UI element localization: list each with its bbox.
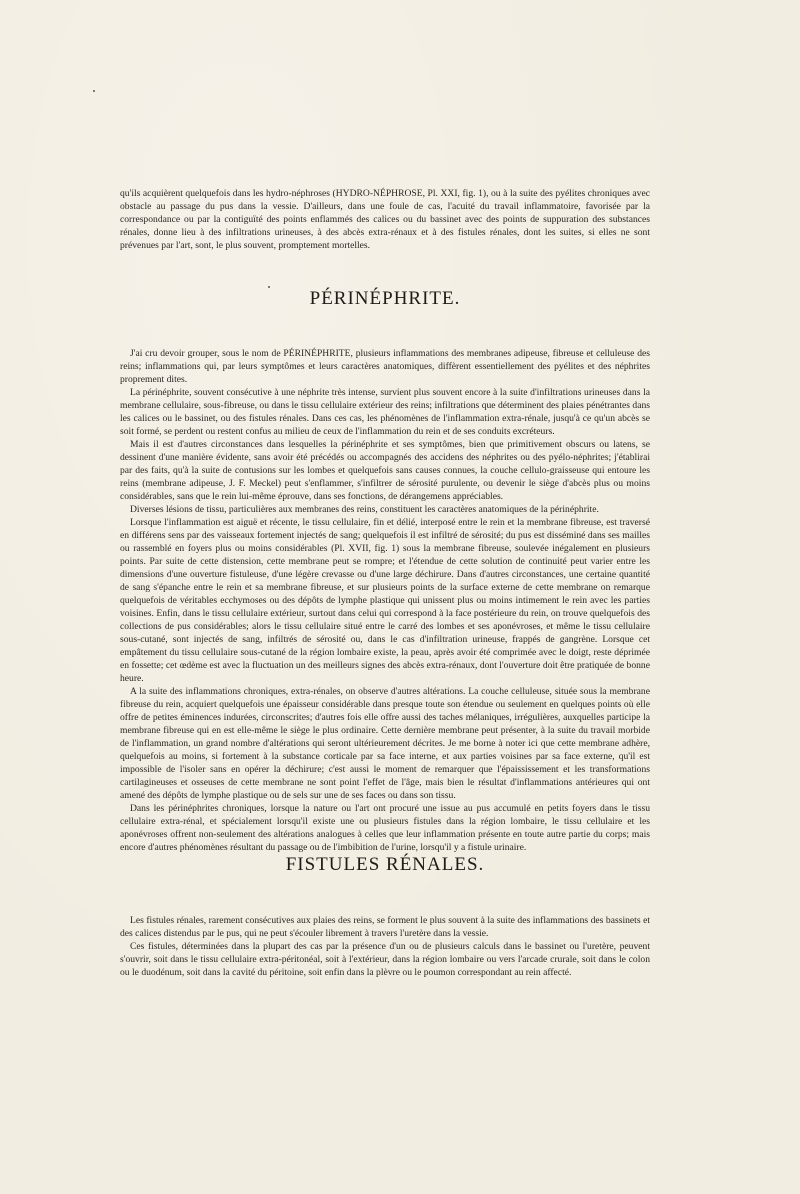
- perinephrite-paragraph: Dans les périnéphrites chroniques, lorsque la nature ou l'art ont procuré une issue au pus accumulé en petits foyers dans le tissu cellulaire extra-rénal, et spécialement lorsqu'il existe une ou plusieurs fistules dans la région lombaire, le tissu cellulaire et les aponévroses offrent non-seulement des altérations analogues à celles que leur inflammation présente en toute autre partie du corps; mais encore d'autres phénomènes résultant du passage ou de l'imbibition de l'urine, lorsqu'il y a fistule urinaire.: [120, 803, 650, 853]
- paper-speck: [93, 90, 95, 92]
- intro-text-block: [120, 187, 650, 252]
- section-title-perinephrite: PÉRINÉPHRITE.: [309, 288, 461, 309]
- fistules-paragraph: Les fistules rénales, rarement consécutives aux plaies des reins, se forment le plus souvent à la suite des inflammations des bassinets et des calices distendus par le pus, qui ne peut s'écouler librement à travers l'uretère dans la vessie.: [120, 915, 650, 939]
- fistules-paragraph: Ces fistules, déterminées dans la plupart des cas par la présence d'un ou de plusieurs calculs dans le bassinet ou l'uretère, peuvent s'ouvrir, soit dans le tissu cellulaire extra-péritonéal, soit à l'extérieur, dans la région lombaire ou vers l'arcade crurale, soit dans le colon ou le duodénum, soit dans la cavité du péritoine, soit enfin dans la plèvre ou le poumon correspondant au rein affecté.: [120, 941, 650, 978]
- perinephrite-paragraph: Mais il est d'autres circonstances dans lesquelles la périnéphrite et ses symptômes, bien que primitivement obscurs ou latens, se dessinent d'une manière évidente, sans avoir été précédés ou accompagnés des accidens des néphrites ou des pyélo-néphrites; j'établirai par des faits, qu'à la suite de contusions sur les lombes et quelquefois sans causes connues, la couche cellulo-graisseuse qui entoure les reins (membrane adipeuse, J. F. Meckel) peut s'enflammer, s'infiltrer de sérosité purulente, ou devenir le siège d'abcès plus ou moins considérables, sans que le rein lui-même éprouve, dans ses fonctions, de dérangemens appréciables.: [120, 439, 650, 502]
- perinephrite-paragraph: Lorsque l'inflammation est aiguë et récente, le tissu cellulaire, fin et délié, interposé entre le rein et la membrane fibreuse, est traversé en différens sens par des vaisseaux fortement injectés de sang; quelquefois il est infiltré de sérosité; du pus est disséminé dans ses mailles ou rassemblé en foyers plus ou moins considérables (Pl. XVII, fig. 1) sous la membrane fibreuse, soulevée inégalement en plusieurs points. Par suite de cette distension, cette membrane peut se rompre; et l'étendue de cette solution de continuité peut varier entre les dimensions d'une ouverture fistuleuse, d'une légère crevasse ou d'une large déchirure. Dans d'autres circonstances, une certaine quantité de sang s'épanche entre le rein et sa membrane fibreuse, et sur plusieurs points de la surface externe de cette membrane on remarque quelquefois de véritables ecchymoses ou des dépôts de lymphe plastique qui unissent plus ou moins intimement le rein avec les parties voisines. Enfin, dans le tissu cellulaire extérieur, surtout dans celui qui correspond à la face postérieure du rein, on trouve quelquefois des collections de pus considérables; alors le tissu cellulaire situé entre le carré des lombes et ses aponévroses, et même le tissu cellulaire sous-cutané, sont injectés de sang, infiltrés de sérosité ou, dans le cas d'infiltration urineuse, frappés de gangrène. Lorsque cet empâtement du tissu cellulaire sous-cutané de la région lombaire existe, la peau, après avoir été comprimée avec le doigt, reste déprimée en fossette; cet œdème est avec la fluctuation un des meilleurs signes des abcès extra-rénaux, dont l'ouverture doit être pratiquée de bonne heure.: [120, 517, 650, 684]
- perinephrite-paragraph: A la suite des inflammations chroniques, extra-rénales, on observe d'autres altérations. La couche celluleuse, située sous la membrane fibreuse du rein, acquiert quelquefois une épaisseur considérable dans presque toute son étendue ou seulement en quelques points où elle offre de petites éminences indurées, circonscrites; d'autres fois elle offre aussi des taches mélaniques, irrégulières, auxquelles participe la membrane fibreuse qui en est elle-même le siège le plus ordinaire. Cette dernière membrane peut présenter, à la suite du travail morbide de l'inflammation, un grand nombre d'altérations qui seront ultérieurement décrites. Je me borne à noter ici que cette membrane adhère, quelquefois au moins, si fortement à la substance corticale par sa face interne, et aux parties voisines par sa face externe, qu'il est impossible de l'isoler sans en opérer la déchirure; c'est aussi le moment de remarquer que l'épaississement et les transformations cartilagineuses et osseuses de cette membrane ne sont point l'effet de l'âge, mais bien le résultat d'inflammations antérieures qui ont amené des dépôts de lymphe plastique ou de sels sur une de ses faces ou dans son tissu.: [120, 686, 650, 801]
- section-title-fistules-renales: FISTULES RÉNALES.: [285, 854, 485, 875]
- fistules-text-block: [120, 914, 650, 979]
- intro-paragraph: qu'ils acquièrent quelquefois dans les hydro-néphroses (HYDRO-NÉPHROSE, Pl. XXI, fig. 1), ou à la suite des pyélites chroniques avec obstacle au passage du pus dans la vessie. D'ailleurs, dans une foule de cas, l'acuité du travail inflammatoire, favorisée par la correspondance ou par la contiguïté des points enflammés des calices ou du bassinet avec des points de suppuration des substances rénales, donne lieu à des infiltrations urineuses, à des abcès extra-rénaux et à des fistules rénales, dont les suites, si elles ne sont prévenues par l'art, sont, le plus souvent, promptement mortelles.: [120, 188, 650, 251]
- perinephrite-text-block: [120, 347, 650, 854]
- perinephrite-paragraph: La périnéphrite, souvent consécutive à une néphrite très intense, survient plus souvent encore à la suite d'infiltrations urineuses dans la membrane cellulaire, sous-fibreuse, ou dans le tissu cellulaire extérieur des reins; infiltrations que déterminent des plaies pénétrantes dans les calices ou le bassinet, ou des fistules rénales. Dans ces cas, les phénomènes de l'inflammation extra-rénale, jusqu'à ce qu'un abcès se soit formé, se perdent ou restent confus au milieu de ceux de l'inflammation du rein et de ses conduits excréteurs.: [120, 387, 650, 437]
- perinephrite-paragraph: J'ai cru devoir grouper, sous le nom de PÉRINÉPHRITE, plusieurs inflammations des membranes adipeuse, fibreuse et celluleuse des reins; inflammations qui, par leurs symptômes et leurs caractères anatomiques, diffèrent essentiellement des pyélites et des néphrites proprement dites.: [120, 348, 650, 385]
- perinephrite-paragraph: Diverses lésions de tissu, particulières aux membranes des reins, constituent les caractères anatomiques de la périnéphrite.: [130, 504, 599, 515]
